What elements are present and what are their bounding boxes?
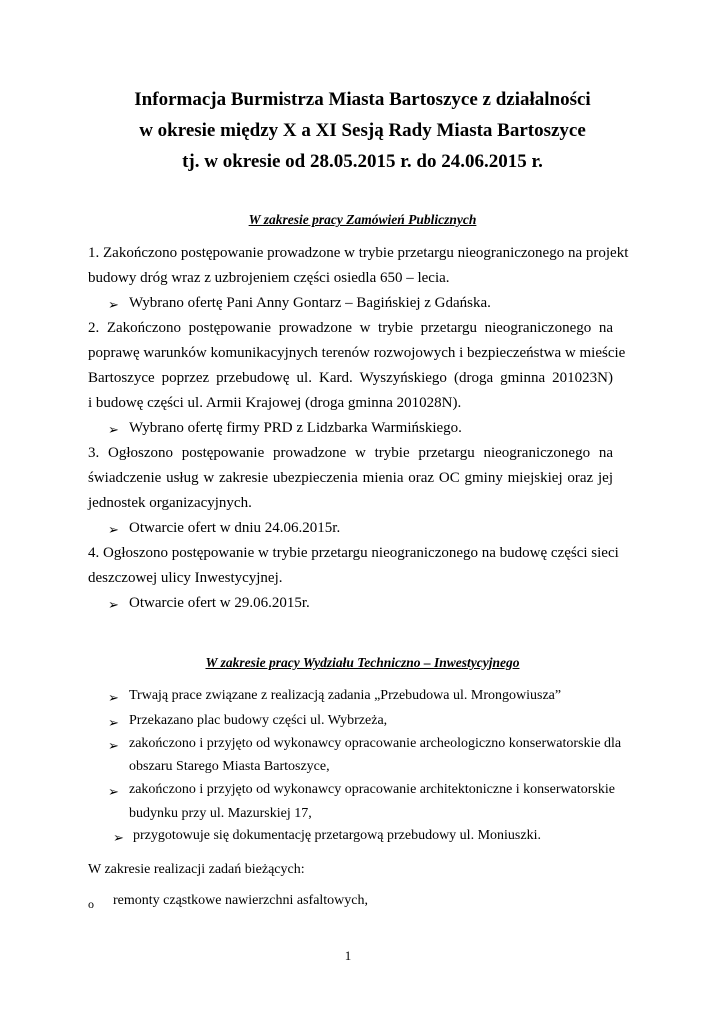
task-item-4-line-2: budynku przy ul. Mazurskiej 17, [129,806,312,821]
arrow-bullet-icon: ➢ [108,784,119,799]
paragraph-3-line-3: jednostek organizacyjnych. [88,495,252,511]
paragraph-3-line-2: świadczenie usług w zakresie ubezpieczenia mienia oraz OC gminy miejskiej oraz jej [88,470,613,486]
task-item-3-line-2: obszaru Starego Miasta Bartoszyce, [129,759,330,774]
task-item-4-line-1: zakończono i przyjęto od wykonawcy opracowanie architektoniczne i konserwatorskie [129,782,615,797]
paragraph-2-line-2: poprawę warunków komunikacyjnych terenów rozwojowych i bezpieczeństwa w mieście [88,345,626,361]
bullet-item-3: Otwarcie ofert w dniu 24.06.2015r. [129,520,341,536]
document-title [0,84,725,177]
task-item-2: Przekazano plac budowy części ul. Wybrzeża, [129,713,388,728]
title-line-1: Informacja Burmistrza Miasta Bartoszyce z działalności [134,89,591,110]
page-number: 1 [344,948,352,963]
current-task-item-1: remonty cząstkowe nawierzchni asfaltowych, [113,893,369,908]
paragraph-4-line-1: 4. Ogłoszono postępowanie w trybie przetargu nieograniczonego na budowę części sieci [88,545,619,561]
section-heading-technical-investment: W zakresie pracy Wydziału Techniczno – Inwestycyjnego [205,655,520,670]
title-line-2: w okresie między X a XI Sesją Rady Miasta Bartoszyce [139,120,586,141]
paragraph-4-line-2: deszczowej ulicy Inwestycyjnej. [88,570,283,586]
arrow-bullet-icon: ➢ [108,297,119,312]
arrow-bullet-icon: ➢ [108,690,119,705]
current-tasks-heading: W zakresie realizacji zadań bieżących: [88,862,305,877]
section-heading-public-procurement: W zakresie pracy Zamówień Publicznych [248,212,477,227]
bullet-item-2: Wybrano ofertę firmy PRD z Lidzbarka Warmińskiego. [129,420,462,436]
task-item-5: przygotowuje się dokumentację przetargową przebudowy ul. Moniuszki. [133,828,541,843]
arrow-bullet-icon: ➢ [108,738,119,753]
circle-bullet-icon: o [88,897,94,911]
paragraph-2-line-3: Bartoszyce poprzez przebudowę ul. Kard. Wyszyńskiego (droga gminna 201023N) [88,370,613,386]
paragraph-2-line-4: i budowę części ul. Armii Krajowej (droga gminna 201028N). [88,395,462,411]
task-item-1: Trwają prace związane z realizacją zadania „Przebudowa ul. Mrongowiusza” [129,688,562,703]
arrow-bullet-icon: ➢ [108,522,119,537]
arrow-bullet-icon: ➢ [108,715,119,730]
arrow-bullet-icon: ➢ [113,830,124,845]
arrow-bullet-icon: ➢ [108,422,119,437]
arrow-bullet-icon: ➢ [108,597,119,612]
title-line-3: tj. w okresie od 28.05.2015 r. do 24.06.2015 r. [182,151,543,172]
paragraph-1-line-2: budowy dróg wraz z uzbrojeniem części osiedla 650 – lecia. [88,270,450,286]
bullet-item-1: Wybrano ofertę Pani Anny Gontarz – Bagińskiej z Gdańska. [129,295,491,311]
paragraph-2-line-1: 2. Zakończono postępowanie prowadzone w trybie przetargu nieograniczonego na [88,320,613,336]
paragraph-3-line-1: 3. Ogłoszono postępowanie prowadzone w trybie przetargu nieograniczonego na [88,445,613,461]
task-item-3-line-1: zakończono i przyjęto od wykonawcy opracowanie archeologiczno konserwatorskie dla [129,736,622,751]
bullet-item-4: Otwarcie ofert w 29.06.2015r. [129,595,310,611]
paragraph-1-line-1: 1. Zakończono postępowanie prowadzone w trybie przetargu nieograniczonego na projekt [88,245,629,261]
